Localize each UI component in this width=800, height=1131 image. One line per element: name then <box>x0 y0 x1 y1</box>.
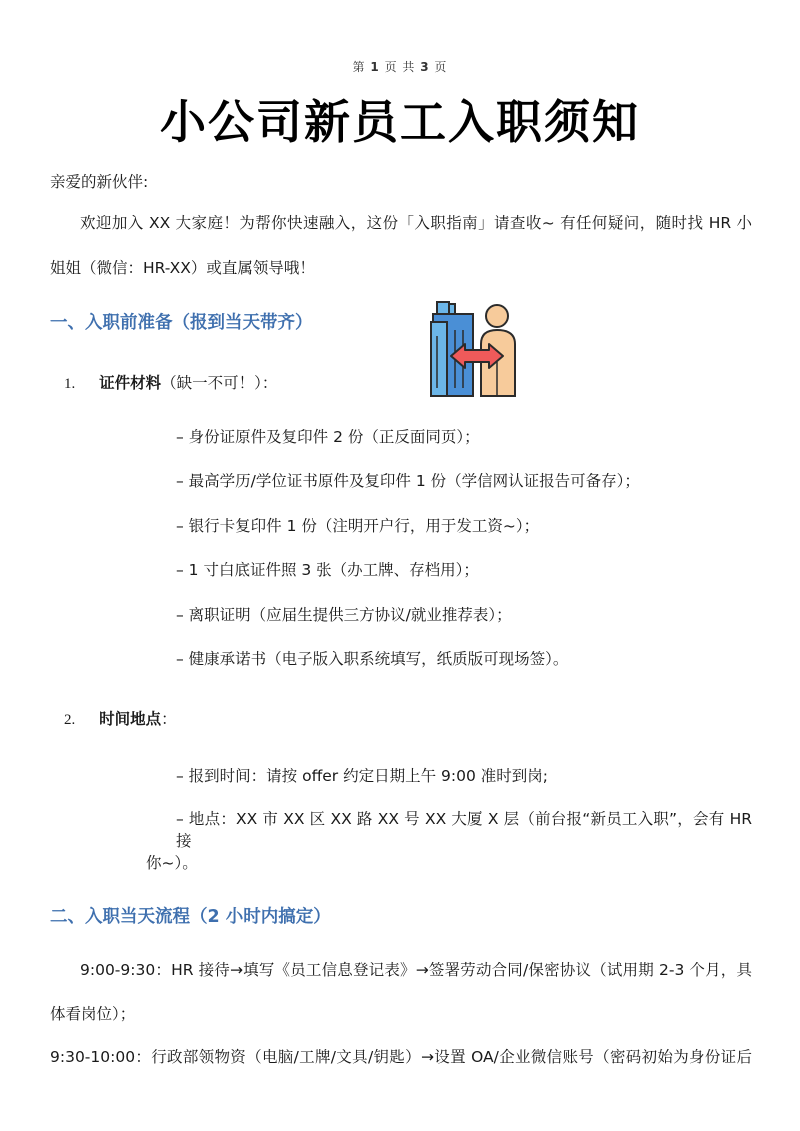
item-2-number: 2. <box>64 712 76 728</box>
office-building-person-arrow-icon <box>425 296 525 400</box>
section-1-heading: 一、入职前准备（报到当天带齐） <box>50 313 313 333</box>
section-2-heading: 二、入职当天流程（2 小时内搞定） <box>50 907 331 927</box>
page-number-current: 1 <box>370 60 380 74</box>
page-number-total: 3 <box>420 60 430 74</box>
page-number-suffix: 页 <box>434 60 448 74</box>
page-number-middle: 页 共 <box>384 60 416 74</box>
intro-line-1: 欢迎加入 XX 大家庭！为帮你快速融入，这份「入职指南」请查收~ 有任何疑问，随时找 HR 小 <box>80 214 752 232</box>
item-1-suffix: （缺一不可！）： <box>161 374 278 392</box>
item-2-heading <box>64 707 177 729</box>
document-bullet-4: – 1 寸白底证件照 3 张（办工牌、存档用）； <box>176 561 479 579</box>
step-1-line-1: 9:00-9:30：HR 接待→填写《员工信息登记表》→签署劳动合同/保密协议（试用期 2-3 个月，具 <box>80 961 752 979</box>
document-bullet-3: – 银行卡复印件 1 份（注明开户行，用于发工资~）； <box>176 517 540 535</box>
item-1-heading <box>64 371 277 393</box>
document-bullet-5: – 离职证明（应届生提供三方协议/就业推荐表）； <box>176 606 512 624</box>
intro-line-2: 姐姐（微信：HR-XX）或直属领导哦！ <box>50 259 315 277</box>
document-bullet-2: – 最高学历/学位证书原件及复印件 1 份（学信网认证报告可备存）； <box>176 472 640 490</box>
page-number <box>0 58 800 75</box>
document-bullet-1: – 身份证原件及复印件 2 份（正反面同页）； <box>176 428 480 446</box>
location-line-1: – 地点：XX 市 XX 区 XX 路 XX 号 XX 大厦 X 层（前台报“新员工入职”，会有 HR 接 <box>176 810 752 850</box>
item-2-label: 时间地点 <box>99 710 162 728</box>
item-1-label: 证件材料 <box>99 374 162 392</box>
greeting: 亲爱的新伙伴: <box>50 173 149 191</box>
item-2-suffix: ： <box>161 710 177 728</box>
document-title: 小公司新员工入职须知 <box>160 95 640 149</box>
step-1-line-2: 体看岗位）； <box>50 1005 136 1023</box>
arrival-time: – 报到时间：请按 offer 约定日期上午 9:00 准时到岗; <box>176 767 548 785</box>
page-number-prefix: 第 <box>352 60 366 74</box>
location-line-2: 你~）。 <box>146 854 198 872</box>
item-1-number: 1. <box>64 376 76 392</box>
step-2-line-1: 9:30-10:00：行政部领物资（电脑/工牌/文具/钥匙）→设置 OA/企业微信账号（密码初始为身份证后 <box>50 1048 752 1066</box>
document-bullet-6: – 健康承诺书（电子版入职系统填写，纸质版可现场签）。 <box>176 650 569 668</box>
